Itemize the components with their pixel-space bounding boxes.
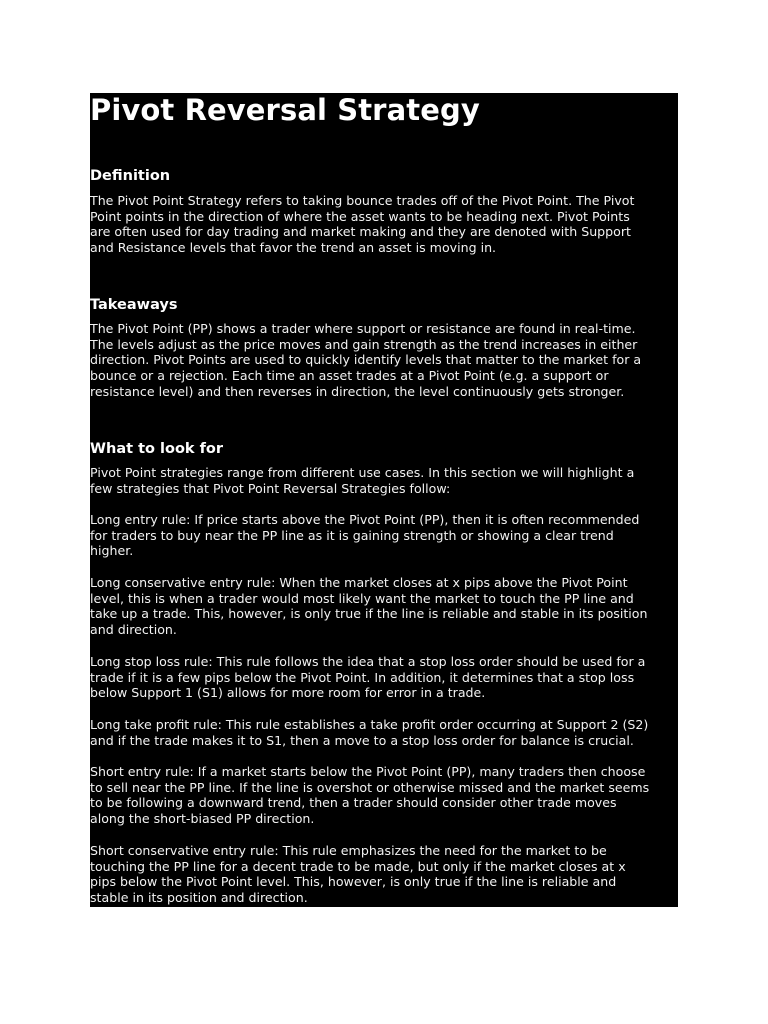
section-heading-definition: Definition	[90, 168, 171, 184]
text-line: few strategies that Pivot Point Reversal Strategies follow:	[90, 480, 451, 496]
text-line: pips below the Pivot Point level. This, however, is only true if the line is reliable and	[90, 874, 617, 890]
takeaways-paragraph	[90, 321, 678, 400]
text-line: and if the trade makes it to S1, then a move to a stop loss order for balance is crucial.	[90, 732, 634, 748]
document-title: Pivot Reversal Strategy	[90, 93, 480, 127]
definition-paragraph	[90, 193, 678, 256]
text-line: Long take profit rule: This rule establishes a take profit order occurring at Support 2 (S2)	[90, 717, 649, 732]
text-line: Long entry rule: If price starts above the Pivot Point (PP), then it is often recommended	[90, 512, 640, 527]
long-take-profit-rule-paragraph	[90, 717, 678, 748]
long-stop-loss-rule-paragraph	[90, 654, 678, 701]
text-line: The Pivot Point Strategy refers to taking bounce trades off of the Pivot Point. The Pivot	[90, 193, 635, 208]
text-line: Short entry rule: If a market starts below the Pivot Point (PP), many traders then choose	[90, 764, 646, 779]
text-line: touching the PP line for a decent trade to be made, but only if the market closes at x	[90, 858, 626, 874]
text-line: bounce or a rejection. Each time an asset trades at a Pivot Point (e.g. a support or	[90, 368, 609, 384]
long-entry-rule-paragraph	[90, 512, 678, 559]
text-line: take up a trade. This, however, is only true if the line is reliable and stable in its position	[90, 606, 648, 622]
text-line: along the short-biased PP direction.	[90, 811, 315, 827]
text-line: stable in its position and direction.	[90, 890, 308, 906]
text-line: level, this is when a trader would most likely want the market to touch the PP line and	[90, 590, 634, 606]
text-line: Long stop loss rule: This rule follows the idea that a stop loss order should be used for a	[90, 654, 646, 669]
text-line: Short conservative entry rule: This rule emphasizes the need for the market to be	[90, 843, 607, 858]
text-line: are often used for day trading and market making and they are denoted with Support	[90, 224, 631, 240]
text-line: below Support 1 (S1) allows for more room for error in a trade.	[90, 685, 486, 701]
text-line: Long conservative entry rule: When the market closes at x pips above the Pivot Point	[90, 575, 628, 590]
text-line: and Resistance levels that favor the trend an asset is moving in.	[90, 240, 497, 256]
text-line: The Pivot Point (PP) shows a trader where support or resistance are found in real-time.	[90, 321, 636, 336]
long-conservative-entry-rule-paragraph	[90, 575, 678, 638]
text-line: Pivot Point strategies range from different use cases. In this section we will highlight a	[90, 465, 635, 480]
text-line: to sell near the PP line. If the line is overshot or otherwise missed and the market seems	[90, 779, 650, 795]
text-line: for traders to buy near the PP line as it is gaining strength or showing a clear trend	[90, 527, 614, 543]
section-heading-what-to-look-for: What to look for	[90, 441, 224, 457]
text-line: resistance level) and then reverses in direction, the level continuously gets stronger.	[90, 383, 625, 399]
short-entry-rule-paragraph	[90, 764, 678, 827]
text-line: to be following a downward trend, then a trader should consider other trade moves	[90, 795, 617, 811]
text-line: higher.	[90, 543, 134, 559]
text-line: Point points in the direction of where the asset wants to be heading next. Pivot Points	[90, 208, 630, 224]
text-line: trade if it is a few pips below the Pivot Point. In addition, it determines that a stop loss	[90, 669, 635, 685]
intro-paragraph	[90, 465, 678, 496]
short-conservative-entry-rule-paragraph	[90, 843, 678, 906]
text-line: and direction.	[90, 622, 177, 638]
text-line: The levels adjust as the price moves and gain strength as the trend increases in either	[90, 336, 638, 352]
content-panel	[90, 93, 678, 907]
text-line: direction. Pivot Points are used to quickly identify levels that matter to the market for a	[90, 352, 642, 368]
section-heading-takeaways: Takeaways	[90, 297, 178, 313]
